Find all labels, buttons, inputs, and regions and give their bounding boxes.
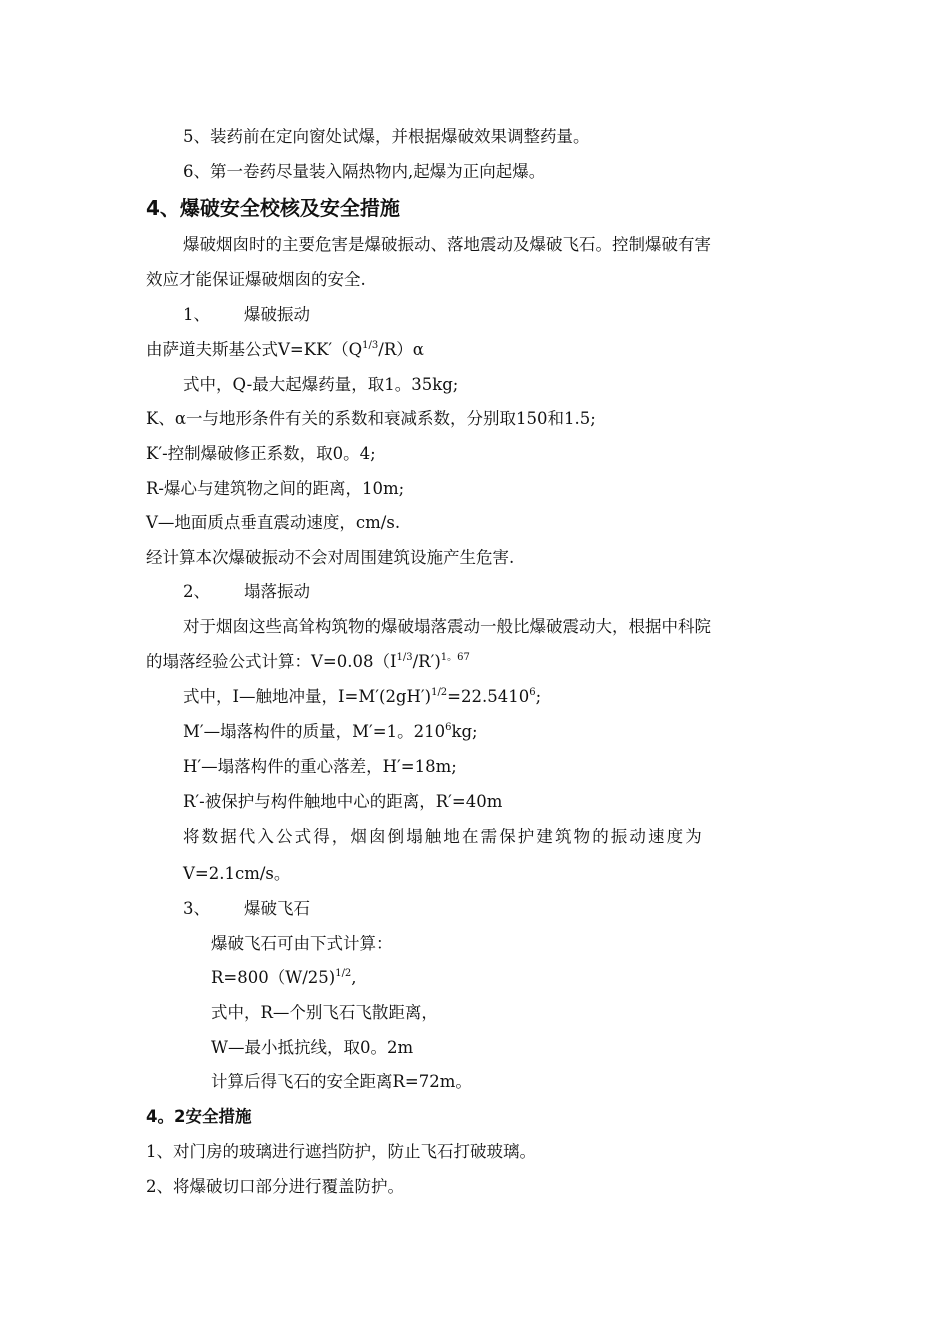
collapse-mass — [183, 722, 478, 742]
measures-item-1: 1、对门房的玻璃进行遮挡防护，防止飞石打破玻璃。 — [146, 1142, 536, 1161]
formula-exponent: 1/2 — [431, 687, 448, 698]
vibration-k-alpha: K、α一与地形条件有关的系数和衰减系数，分别取150和1.5; — [146, 409, 596, 428]
formula-exponent: 1/2 — [335, 968, 352, 979]
collapse-distance: R′-被保护与构件触地中心的距离，R′=40m — [183, 792, 503, 811]
vibration-heading — [183, 305, 310, 325]
collapse-formula — [146, 652, 470, 672]
vibration-formula — [146, 340, 424, 360]
overview-line-1: 爆破烟囱时的主要危害是爆破振动、落地震动及爆破飞石。控制爆破有害 — [183, 235, 711, 254]
flyrock-formula — [211, 968, 357, 988]
formula-exponent: 1/3 — [396, 652, 413, 663]
collapse-result-text: 将数据代入公式得，烟囱倒塌触地在需保护建筑物的振动速度为 — [183, 827, 704, 846]
formula-text: 10 — [508, 687, 530, 706]
formula-exponent: 1。67 — [440, 652, 470, 663]
formula-text: M′—塌落构件的质量，M′=1。2 — [183, 722, 425, 741]
formula-text: 式中，I—触地冲量，I=M′(2gH′) — [183, 687, 432, 706]
vibration-k-prime: K′-控制爆破修正系数，取0。4; — [146, 444, 376, 463]
formula-text: R=800（W/25) — [211, 968, 336, 987]
formula-text: 的塌落经验公式计算：V=0.08（I — [146, 652, 397, 671]
measures-item-2: 2、将爆破切口部分进行覆盖防护。 — [146, 1177, 404, 1196]
intro-item-5: 5、装药前在定向窗处试爆，并根据爆破效果调整药量。 — [183, 127, 590, 146]
flyrock-r-def: 式中，R—个别飞石飞散距离， — [211, 1003, 438, 1022]
collapse-impulse — [183, 687, 541, 707]
collapse-drop: H′—塌落构件的重心落差，H′=18m; — [183, 757, 457, 776]
flyrock-number: 3、 — [183, 899, 210, 918]
formula-exponent: 6 — [529, 687, 536, 698]
formula-text: ; — [535, 687, 542, 706]
formula-exponent: 6 — [445, 722, 452, 733]
formula-text: kg; — [451, 722, 478, 741]
flyrock-heading — [183, 899, 310, 919]
vibration-number: 1、 — [183, 305, 210, 324]
vibration-title: 爆破振动 — [244, 305, 310, 324]
collapse-number: 2、 — [183, 582, 210, 601]
formula-text: 由萨道夫斯基公式V=KK′（Q — [146, 340, 363, 359]
formula-text: , — [351, 968, 357, 987]
section-title: 4、爆破安全校核及安全措施 — [146, 196, 400, 220]
collapse-title: 塌落振动 — [244, 582, 310, 601]
vibration-r-def: R-爆心与建筑物之间的距离，10m; — [146, 479, 405, 498]
vibration-where-q: 式中，Q-最大起爆药量，取1。35kg; — [183, 375, 459, 394]
flyrock-result: 计算后得飞石的安全距离R=72m。 — [211, 1072, 472, 1091]
collapse-result-line-1 — [183, 827, 806, 847]
vibration-v-def: V—地面质点垂直震动速度，cm/s. — [146, 513, 401, 532]
overview-line-2: 效应才能保证爆破烟囱的安全. — [146, 270, 366, 289]
collapse-result-line-2: V=2.1cm/s。 — [183, 864, 291, 883]
formula-text: /R）α — [378, 340, 424, 359]
flyrock-w-def: W—最小抵抗线，取0。2m — [211, 1038, 414, 1057]
collapse-intro: 对于烟囱这些高耸构筑物的爆破塌落震动一般比爆破震动大，根据中科院 — [183, 617, 711, 636]
measures-title: 4。2安全措施 — [146, 1107, 252, 1126]
flyrock-intro: 爆破飞石可由下式计算： — [211, 934, 393, 953]
flyrock-title: 爆破飞石 — [244, 899, 310, 918]
formula-text: 10 — [424, 722, 446, 741]
formula-text: /R′) — [412, 652, 441, 671]
collapse-heading — [183, 582, 310, 602]
vibration-conclusion: 经计算本次爆破振动不会对周围建筑设施产生危害. — [146, 548, 515, 567]
intro-item-6: 6、第一卷药尽量装入隔热物内,起爆为正向起爆。 — [183, 162, 546, 181]
formula-text: =22.54 — [447, 687, 509, 706]
formula-exponent: 1/3 — [362, 340, 379, 351]
